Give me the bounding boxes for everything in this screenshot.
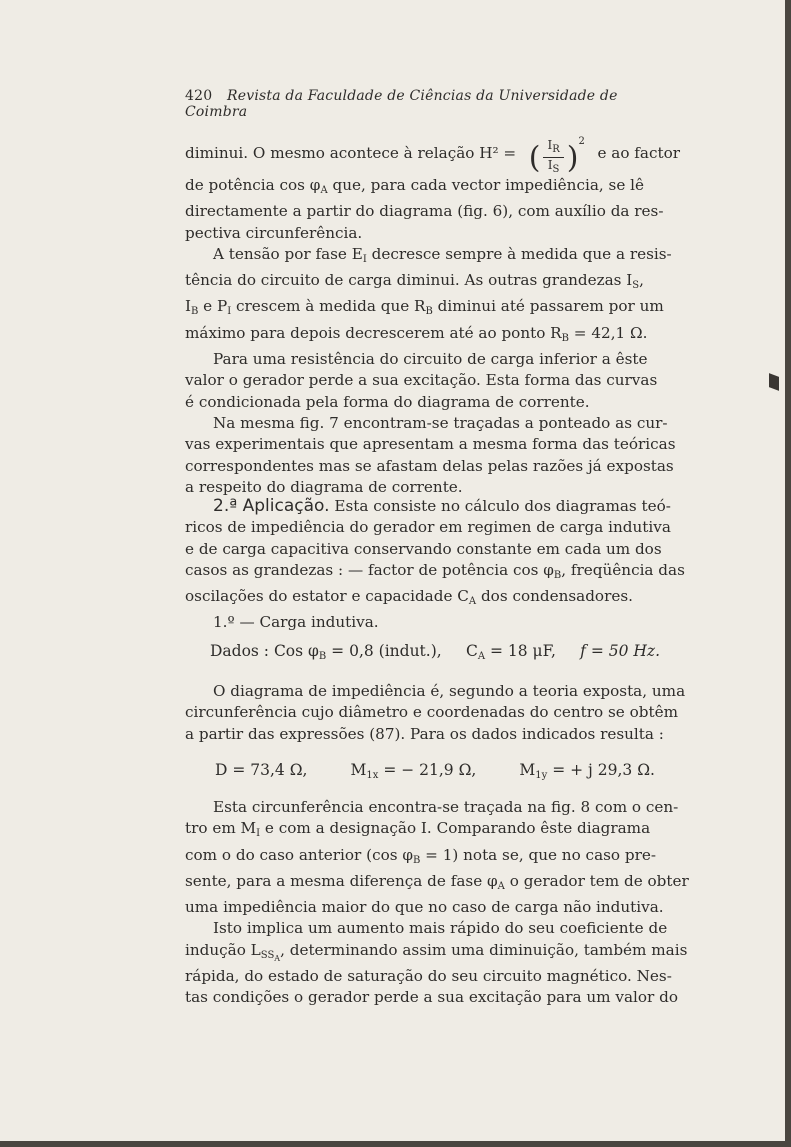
text-line: 1.º — Carga indutiva. [213,613,379,632]
text-line: ricos de impediência do gerador em regimen de carga indutiva [185,518,671,537]
text-line: Na mesma fig. 7 encontram-se traçadas a ponteado as cur- [213,413,668,432]
text-line: Para uma resistência do circuito de carga inferior a êste [213,350,648,369]
text-line: O diagrama de impediência é, segundo a teoria exposta, uma [213,682,686,700]
text-line: de potência $\cos \varphi_A$ que, para cada vector impediência, se lê [185,176,644,196]
text-line: vas experimentais que apresentam a mesma forma das teóricas [185,435,676,454]
text-line: é condicionada pela forma do diagrama de corrente. [185,392,590,411]
paragraph-7 [185,797,689,1008]
section-heading: 2.ª Aplicação. [213,496,330,516]
text-line: máximo para depois decrescerem até ao ponto $R_B = 42,1$ Ω. [185,323,648,344]
text-line: directamente a partir do diagrama (fig. 6), com auxílio da res- [185,202,664,221]
text-line: Isto implica um aumento mais rápido do seu coeficiente de [213,919,668,938]
text-line: 2.ª Aplicação. Esta consiste no cálculo dos diagramas teó- [213,496,671,516]
running-header [185,88,655,120]
text-line: e de carga capacitiva conservando constante em cada um dos [185,539,662,558]
equation-data: Dados : Cos $\varphi_B = 0,8$ (indut.), $C_A = 18$ μF, f = 50 Hz. [210,642,660,662]
text-line: valor o gerador perde a sua excitação. Esta forma das curvas [185,371,658,390]
text-line: Esta circunferência encontra-se traçada na fig. 8 com o cen- [213,798,679,816]
text-line: a respeito do diagrama de corrente. [185,477,463,496]
text-line: a partir das expressões (87). Para os dados indicados resulta : [185,724,664,743]
text-line: casos as grandezas : — factor de potência $\cos \varphi_B$, freqüência das [185,560,685,581]
paragraph-1 [185,133,680,498]
page-number: 420 [185,88,213,104]
text-line: indução $L_{SSA}$, determinando assim uma diminuição, também mais [185,940,688,963]
paragraph-6 [185,681,686,745]
text-line: sente, para a mesma diferença de fase $\varphi_A$ o gerador tem de obter [185,871,689,892]
section-2 [185,496,685,634]
text-line: pectiva circunferência. [185,223,363,242]
equation-results: D = 73,4 Ω, $M_{1x}$ = − 21,9 Ω, $M_{1y}$ = + j 29,3 Ω. [215,761,655,781]
text-line: com o do caso anterior (cos $\varphi_B = 1$) nota se, que no caso pre- [185,845,656,866]
journal-title: Revista da Faculdade de Ciências da Universidade de Coimbra [185,88,618,120]
text-line: correspondentes mas se afastam delas pelas razões já expostas [185,456,674,475]
ratio-formula: ( $\frac{I_R}{I_S}$ )$^2$ [528,135,585,176]
text-line: tência do circuito de carga diminui. As outras grandezas $I_S$, [185,271,644,292]
text-line: tro em $M_I$ e com a designação I. Comparando êste diagrama [185,819,651,840]
text-line: tas condições o gerador perde a sua excitação para um valor do [185,988,678,1007]
text-line: circunferência cujo diâmetro e coordenadas do centro se obtêm [185,703,678,722]
text-line: uma impediência maior do que no caso de carga não indutiva. [185,898,664,917]
text-line: diminui. O mesmo acontece à relação H² = ( $\frac{I_R}{I_S}$ )$^2$ e ao factor [185,133,680,175]
text-line: A tensão por fase $E_I$ decresce sempre à medida que a resis- [213,244,672,265]
text-line: rápida, do estado de saturação do seu circuito magnético. Nes- [185,966,672,985]
text-line: $I_B$ e $P_I$ crescem à medida que $R_B$ diminui até passarem por um [185,297,664,318]
margin-mark [769,373,779,391]
text-line: oscilações do estator e capacidade $C_A$ dos condensadores. [185,587,633,608]
